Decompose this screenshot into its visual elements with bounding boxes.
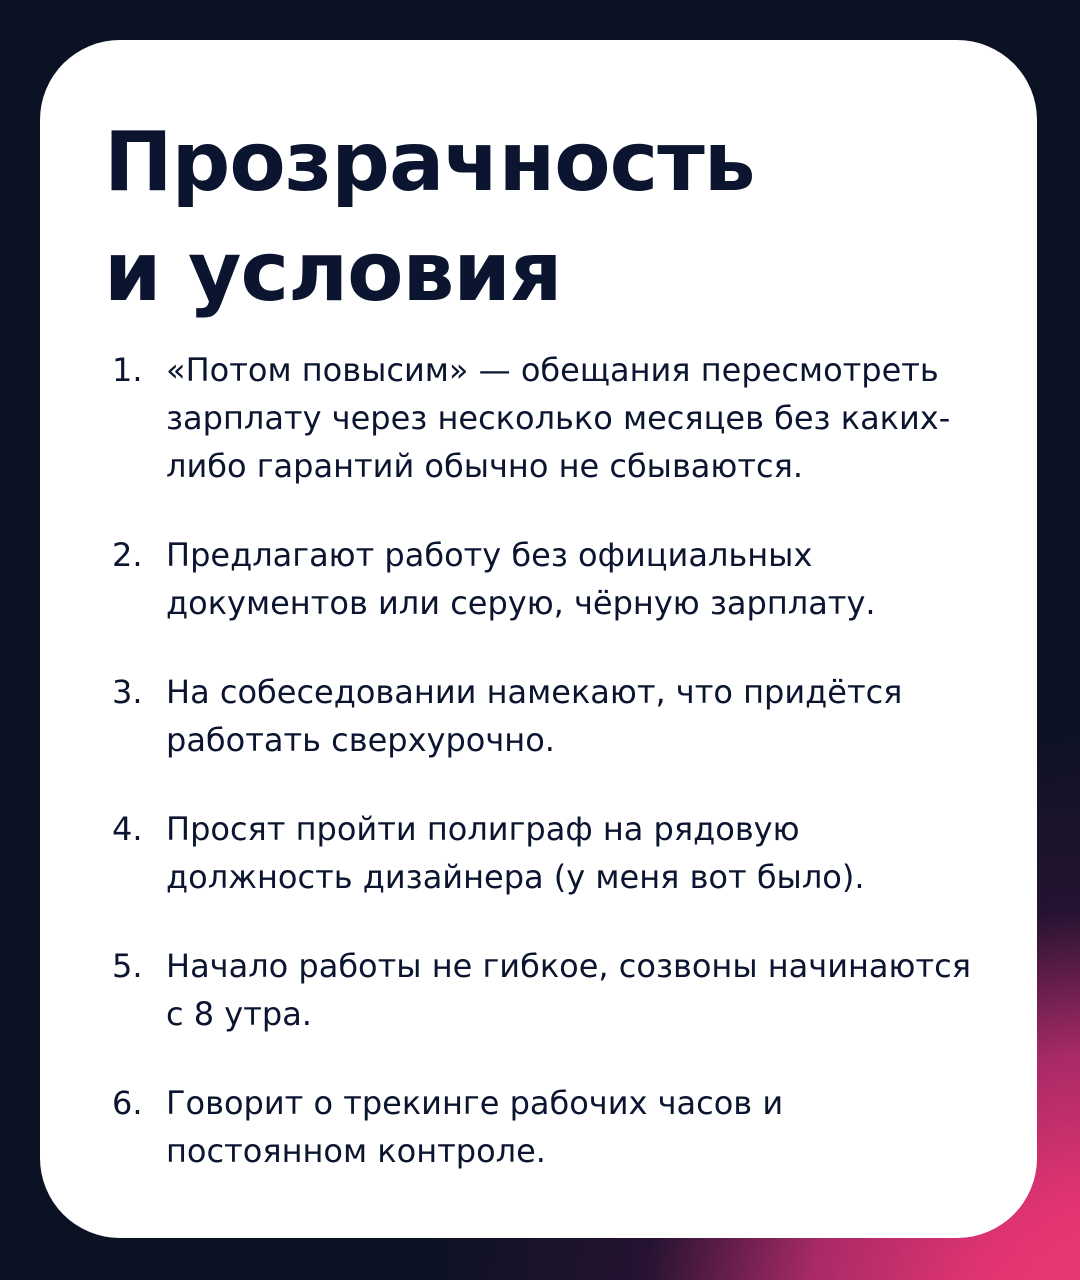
list-item-text: Просят пройти полиграф на рядовую должность дизайнера (у меня вот было).: [166, 810, 865, 896]
list-item-number: 2.: [112, 536, 143, 574]
list-item: [112, 805, 992, 901]
list-item-text: «Потом повысим» — обещания пересмотреть зарплату через несколько месяцев без каких-либо гарантий обычно не сбываются.: [166, 351, 951, 485]
list-item-text: Говорит о трекинге рабочих часов и постоянном контроле.: [166, 1084, 784, 1170]
list-item-text: Начало работы не гибкое, созвоны начинаются с 8 утра.: [166, 947, 971, 1033]
list-item: [112, 1079, 992, 1175]
numbered-list: [112, 346, 992, 1216]
list-item-number: 6.: [112, 1084, 143, 1122]
list-item: [112, 668, 992, 764]
list-item-number: 3.: [112, 673, 143, 711]
list-item-number: 5.: [112, 947, 143, 985]
list-item: [112, 531, 992, 627]
list-item-number: 4.: [112, 810, 143, 848]
list-item: [112, 346, 992, 490]
list-item-text: Предлагают работу без официальных документов или серую, чёрную зарплату.: [166, 536, 876, 622]
list-item-text: На собеседовании намекают, что придётся работать сверхурочно.: [166, 673, 903, 759]
list-item: [112, 942, 992, 1038]
title-line-2: и условия: [104, 225, 562, 320]
page-title: [104, 108, 755, 328]
list-item-number: 1.: [112, 351, 143, 389]
title-line-1: Прозрачность: [104, 115, 755, 210]
